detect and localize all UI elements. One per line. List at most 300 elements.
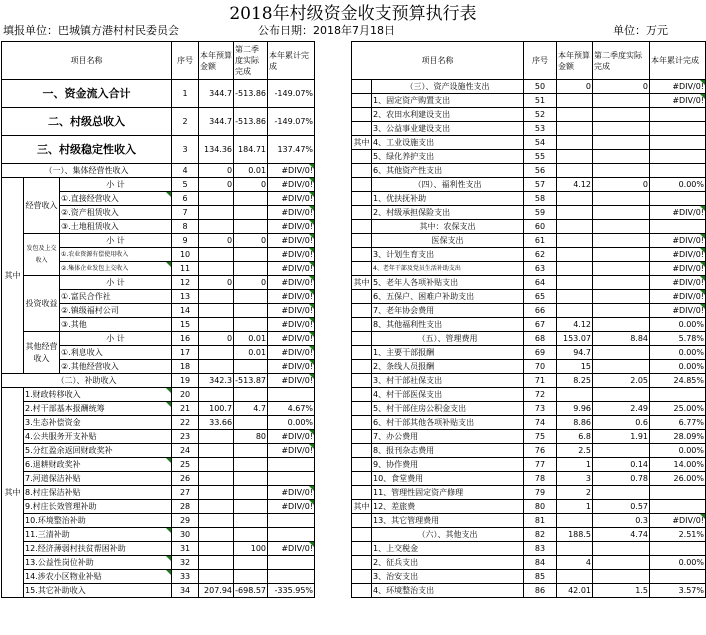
qi-label xyxy=(352,444,372,458)
row-seq: 62 xyxy=(524,248,557,262)
qi-label xyxy=(352,416,372,430)
table-row xyxy=(352,472,706,486)
row-q2 xyxy=(234,458,268,472)
qi-label xyxy=(352,388,372,402)
row-seq: 69 xyxy=(524,346,557,360)
row-seq: 73 xyxy=(524,402,557,416)
row-budget xyxy=(557,570,593,584)
row-q2: 2.49 xyxy=(593,402,650,416)
row-q2: 0.57 xyxy=(593,500,650,514)
row-seq: 75 xyxy=(524,430,557,444)
row-seq: 29 xyxy=(172,514,199,528)
row-budget xyxy=(199,500,234,514)
row-seq: 67 xyxy=(524,318,557,332)
row-name: 12.经济薄弱村扶贫帮困补助 xyxy=(24,542,172,556)
row-name: 其中：农保支出 xyxy=(372,220,524,234)
row-q2 xyxy=(593,486,650,500)
row-seq: 68 xyxy=(524,332,557,346)
row-name: （五）、管理费用 xyxy=(372,332,524,346)
row-name: 6、其他资产性支出 xyxy=(372,164,524,178)
row-q2: 184.71 xyxy=(234,136,268,164)
row-budget xyxy=(557,514,593,528)
row-q2 xyxy=(234,570,268,584)
row-q2: 2.05 xyxy=(593,374,650,388)
row-name: 3、公益事业建设支出 xyxy=(372,122,524,136)
row-name: （二）、补助收入 xyxy=(2,374,172,388)
row-name: ②.镇级福村公司 xyxy=(60,304,172,318)
row-name: 8.村庄保洁补贴 xyxy=(24,486,172,500)
row-budget xyxy=(557,136,593,150)
row-name: 6.退耕财政奖补 xyxy=(24,458,172,472)
row-cumulative xyxy=(268,528,315,542)
row-q2: 0 xyxy=(234,178,268,192)
row-cumulative: 0.00% xyxy=(650,318,706,332)
row-name: 8、报刊杂志费用 xyxy=(372,444,524,458)
row-seq: 33 xyxy=(172,570,199,584)
row-cumulative: 0.00% xyxy=(650,178,706,192)
row-name: （三）、资产设施性支出 xyxy=(372,80,524,94)
row-q2 xyxy=(234,206,268,220)
row-q2 xyxy=(593,290,650,304)
row-budget xyxy=(199,206,234,220)
table-row xyxy=(352,248,706,262)
table-row xyxy=(352,514,706,528)
table-row xyxy=(352,374,706,388)
row-name: 医保支出 xyxy=(372,234,524,248)
row-q2 xyxy=(593,164,650,178)
row-budget: 42.01 xyxy=(557,584,593,598)
row-seq: 34 xyxy=(172,584,199,598)
row-name: ②.集体企业发包上交收入 xyxy=(60,262,172,276)
header-budget: 本年预算金额 xyxy=(557,42,593,80)
table-row xyxy=(2,430,351,444)
row-q2: 8.84 xyxy=(593,332,650,346)
row-cumulative: #DIV/0! xyxy=(268,500,315,514)
row-seq: 59 xyxy=(524,206,557,220)
row-budget: 344.7 xyxy=(199,80,234,108)
table-row xyxy=(2,164,351,178)
row-budget: 9.96 xyxy=(557,402,593,416)
row-q2 xyxy=(234,514,268,528)
row-name: 3、治安支出 xyxy=(372,570,524,584)
row-budget: 342.3 xyxy=(199,374,234,388)
row-seq: 2 xyxy=(172,108,199,136)
row-seq: 22 xyxy=(172,416,199,430)
row-seq: 19 xyxy=(172,374,199,388)
row-seq: 24 xyxy=(172,444,199,458)
table-row xyxy=(352,500,706,514)
row-cumulative: #DIV/0! xyxy=(268,220,315,234)
row-cumulative xyxy=(650,486,706,500)
header-cumulative: 本年累计完成 xyxy=(268,42,315,80)
row-seq: 57 xyxy=(524,178,557,192)
row-seq: 3 xyxy=(172,136,199,164)
table-row xyxy=(2,444,351,458)
row-cumulative: #DIV/0! xyxy=(650,290,706,304)
row-name: ①.直接经营收入 xyxy=(60,192,172,206)
row-name: （六）、其他支出 xyxy=(372,528,524,542)
row-budget xyxy=(557,206,593,220)
row-budget xyxy=(557,262,593,276)
table-row xyxy=(352,136,706,150)
qi-label xyxy=(352,318,372,332)
row-name: 2.村干部基本报酬统筹 xyxy=(24,402,172,416)
row-name: 3、村干部社保支出 xyxy=(372,374,524,388)
table-row xyxy=(352,360,706,374)
row-q2: -513.86 xyxy=(234,80,268,108)
table-row xyxy=(352,234,706,248)
row-cumulative: #DIV/0! xyxy=(650,94,706,108)
row-cumulative xyxy=(650,122,706,136)
row-name: 4、老年干部及党员生活补助支出 xyxy=(372,262,524,276)
row-budget: 0 xyxy=(557,80,593,94)
table-row xyxy=(2,570,351,584)
row-budget: 0 xyxy=(199,164,234,178)
qi-label xyxy=(352,150,372,164)
row-q2: 0.01 xyxy=(234,332,268,346)
row-seq: 84 xyxy=(524,556,557,570)
qi-label xyxy=(352,360,372,374)
table-row xyxy=(352,346,706,360)
row-seq: 25 xyxy=(172,458,199,472)
row-seq: 76 xyxy=(524,444,557,458)
row-budget xyxy=(199,486,234,500)
row-seq: 5 xyxy=(172,178,199,192)
row-budget xyxy=(557,192,593,206)
table-row xyxy=(352,178,706,192)
row-cumulative: -149.07% xyxy=(268,80,315,108)
row-seq: 79 xyxy=(524,486,557,500)
table-row xyxy=(2,402,351,416)
row-cumulative xyxy=(650,570,706,584)
row-cumulative: #DIV/0! xyxy=(268,360,315,374)
row-budget xyxy=(557,122,593,136)
row-q2 xyxy=(593,206,650,220)
table-row xyxy=(2,108,351,136)
row-budget: 33.66 xyxy=(199,416,234,430)
row-q2 xyxy=(234,416,268,430)
table-row xyxy=(352,304,706,318)
row-q2: 4.74 xyxy=(593,528,650,542)
row-budget xyxy=(199,346,234,360)
right-budget-table xyxy=(351,41,706,598)
qi-label xyxy=(352,374,372,388)
row-name: 3.生态补偿资金 xyxy=(24,416,172,430)
table-row xyxy=(352,150,706,164)
qi-label xyxy=(352,304,372,318)
row-seq: 83 xyxy=(524,542,557,556)
row-seq: 55 xyxy=(524,150,557,164)
row-q2 xyxy=(593,346,650,360)
row-q2 xyxy=(234,528,268,542)
row-seq: 21 xyxy=(172,402,199,416)
row-q2 xyxy=(593,388,650,402)
row-q2: 100 xyxy=(234,542,268,556)
row-q2: 0.78 xyxy=(593,472,650,486)
row-cumulative: #DIV/0! xyxy=(268,164,315,178)
row-name: 小 计 xyxy=(60,234,172,248)
row-cumulative: #DIV/0! xyxy=(268,192,315,206)
header-q2: 第二季度实际完成 xyxy=(593,42,650,80)
group-label: 投资收益 xyxy=(24,276,60,332)
row-budget xyxy=(199,430,234,444)
row-seq: 77 xyxy=(524,458,557,472)
row-cumulative: #DIV/0! xyxy=(268,444,315,458)
row-name: 5、老年人各项补贴支出 xyxy=(372,276,524,290)
row-name: 1、上交税金 xyxy=(372,542,524,556)
table-row xyxy=(352,276,706,290)
row-q2 xyxy=(593,94,650,108)
row-q2 xyxy=(234,444,268,458)
row-cumulative: #DIV/0! xyxy=(268,290,315,304)
row-cumulative: 0.00% xyxy=(650,556,706,570)
row-q2: 0 xyxy=(234,276,268,290)
row-q2: 0 xyxy=(593,80,650,94)
header-q2: 第二季度实际完成 xyxy=(234,42,268,80)
row-q2: 0.01 xyxy=(234,346,268,360)
row-seq: 52 xyxy=(524,108,557,122)
qi-label xyxy=(352,332,372,346)
row-q2: 1.91 xyxy=(593,430,650,444)
group-label: 经营收入 xyxy=(24,178,60,234)
table-row xyxy=(2,374,351,388)
table-row xyxy=(352,402,706,416)
row-cumulative xyxy=(650,542,706,556)
row-seq: 31 xyxy=(172,542,199,556)
row-seq: 86 xyxy=(524,584,557,598)
row-seq: 65 xyxy=(524,290,557,304)
table-row xyxy=(352,108,706,122)
qi-label xyxy=(352,192,372,206)
row-name: 1、固定资产购置支出 xyxy=(372,94,524,108)
row-name: 三、村级稳定性收入 xyxy=(2,136,172,164)
row-name: ②.其他经营收入 xyxy=(60,360,172,374)
row-budget xyxy=(557,164,593,178)
report-title: 2018年村级资金收支预算执行表 xyxy=(229,4,477,24)
row-q2 xyxy=(234,472,268,486)
row-budget: 94.7 xyxy=(557,346,593,360)
qi-label xyxy=(352,570,372,584)
row-budget: 188.5 xyxy=(557,528,593,542)
row-seq: 27 xyxy=(172,486,199,500)
row-cumulative xyxy=(650,108,706,122)
row-budget xyxy=(557,234,593,248)
row-name: 3、计划生育支出 xyxy=(372,248,524,262)
table-row xyxy=(2,514,351,528)
table-row xyxy=(2,416,351,430)
row-budget: 15 xyxy=(557,360,593,374)
row-seq: 71 xyxy=(524,374,557,388)
qi-label xyxy=(352,402,372,416)
row-seq: 17 xyxy=(172,346,199,360)
row-q2 xyxy=(593,192,650,206)
row-budget: 4 xyxy=(557,556,593,570)
row-seq: 64 xyxy=(524,276,557,290)
row-budget xyxy=(557,276,593,290)
row-seq: 82 xyxy=(524,528,557,542)
row-q2 xyxy=(593,220,650,234)
row-budget xyxy=(199,318,234,332)
row-name: 4.公共服务开支补贴 xyxy=(24,430,172,444)
row-name: 15.其它补助收入 xyxy=(24,584,172,598)
qi-label xyxy=(352,220,372,234)
row-seq: 18 xyxy=(172,360,199,374)
row-budget xyxy=(557,542,593,556)
row-seq: 56 xyxy=(524,164,557,178)
qi-label xyxy=(352,262,372,276)
table-row xyxy=(352,94,706,108)
row-cumulative: 4.67% xyxy=(268,402,315,416)
row-name: 13.公益性岗位补助 xyxy=(24,556,172,570)
row-cumulative xyxy=(650,192,706,206)
table-row xyxy=(352,318,706,332)
table-row xyxy=(352,220,706,234)
qi-label xyxy=(352,206,372,220)
row-q2: 0.3 xyxy=(593,514,650,528)
qi-label xyxy=(352,346,372,360)
qi-label xyxy=(352,458,372,472)
row-q2 xyxy=(234,500,268,514)
row-cumulative: #DIV/0! xyxy=(268,332,315,346)
row-cumulative: -149.07% xyxy=(268,108,315,136)
row-cumulative: #DIV/0! xyxy=(650,276,706,290)
row-name: 7、老年协会费用 xyxy=(372,304,524,318)
row-name: 5、绿化养护支出 xyxy=(372,150,524,164)
row-name: ①.农业资源有偿使用收入 xyxy=(60,248,172,262)
row-name: 12、差旅费 xyxy=(372,500,524,514)
row-cumulative: #DIV/0! xyxy=(268,304,315,318)
row-budget xyxy=(199,542,234,556)
table-row xyxy=(352,332,706,346)
row-budget xyxy=(199,290,234,304)
row-cumulative: 0.00% xyxy=(268,416,315,430)
row-budget: 0 xyxy=(199,178,234,192)
row-name: 14.涉农小区物业补贴 xyxy=(24,570,172,584)
table-row xyxy=(352,206,706,220)
row-seq: 10 xyxy=(172,248,199,262)
row-cumulative: #DIV/0! xyxy=(650,234,706,248)
header-cumulative: 本年累计完成 xyxy=(650,42,706,80)
table-row xyxy=(352,388,706,402)
row-cumulative: 24.85% xyxy=(650,374,706,388)
row-seq: 4 xyxy=(172,164,199,178)
row-name: 二、村级总收入 xyxy=(2,108,172,136)
header-row xyxy=(2,42,351,80)
table-row xyxy=(2,388,351,402)
row-budget xyxy=(199,514,234,528)
row-q2: 0.01 xyxy=(234,164,268,178)
row-q2 xyxy=(593,444,650,458)
row-name: 1.财政转移收入 xyxy=(24,388,172,402)
row-name: 4、环境整治支出 xyxy=(372,584,524,598)
row-seq: 80 xyxy=(524,500,557,514)
row-seq: 63 xyxy=(524,262,557,276)
header-seq: 序号 xyxy=(524,42,557,80)
row-cumulative: 137.47% xyxy=(268,136,315,164)
row-name: 2、农田水利建设支出 xyxy=(372,108,524,122)
row-seq: 23 xyxy=(172,430,199,444)
row-name: 2、村级承担保险支出 xyxy=(372,206,524,220)
row-cumulative: #DIV/0! xyxy=(268,248,315,262)
row-name: （一）、集体经营性收入 xyxy=(2,164,172,178)
row-budget xyxy=(199,220,234,234)
row-seq: 60 xyxy=(524,220,557,234)
row-cumulative: #DIV/0! xyxy=(650,262,706,276)
row-seq: 14 xyxy=(172,304,199,318)
qi-label xyxy=(352,290,372,304)
row-cumulative: 26.00% xyxy=(650,472,706,486)
currency-unit: 单位：万元 xyxy=(613,24,668,37)
row-q2 xyxy=(593,304,650,318)
row-cumulative: 6.77% xyxy=(650,416,706,430)
row-q2 xyxy=(234,304,268,318)
row-cumulative: #DIV/0! xyxy=(268,430,315,444)
row-name: 1、优扶抚补助 xyxy=(372,192,524,206)
row-cumulative xyxy=(268,388,315,402)
row-budget xyxy=(199,192,234,206)
row-budget: 0 xyxy=(199,332,234,346)
row-q2 xyxy=(593,248,650,262)
table-row xyxy=(352,584,706,598)
table-row xyxy=(2,584,351,598)
row-q2 xyxy=(593,542,650,556)
row-budget xyxy=(199,304,234,318)
row-name: 5、村干部住房公积金支出 xyxy=(372,402,524,416)
header-row xyxy=(352,42,706,80)
qi-label xyxy=(352,122,372,136)
row-seq: 58 xyxy=(524,192,557,206)
qi-label xyxy=(352,80,372,94)
row-cumulative xyxy=(268,570,315,584)
row-seq: 74 xyxy=(524,416,557,430)
row-seq: 85 xyxy=(524,570,557,584)
table-row xyxy=(352,528,706,542)
row-budget xyxy=(199,444,234,458)
row-q2 xyxy=(593,318,650,332)
row-seq: 51 xyxy=(524,94,557,108)
reporting-unit: 填报单位：巴城镇方港村村民委员会 xyxy=(3,24,179,37)
row-cumulative: 0.00% xyxy=(650,360,706,374)
row-name: ①.利息收入 xyxy=(60,346,172,360)
group-label: 其他经营收入 xyxy=(24,332,60,374)
row-q2 xyxy=(593,360,650,374)
table-row xyxy=(2,556,351,570)
row-budget xyxy=(557,248,593,262)
row-name: 2、征兵支出 xyxy=(372,556,524,570)
row-cumulative: 0.00% xyxy=(650,346,706,360)
table-row xyxy=(2,472,351,486)
table-row xyxy=(352,570,706,584)
qi-label xyxy=(352,584,372,598)
row-seq: 54 xyxy=(524,136,557,150)
table-row xyxy=(2,136,351,164)
row-seq: 9 xyxy=(172,234,199,248)
row-cumulative: 0.00% xyxy=(650,444,706,458)
row-name: ③.其他 xyxy=(60,318,172,332)
qi-label xyxy=(352,108,372,122)
row-budget: 8.86 xyxy=(557,416,593,430)
qi-label: 其中 xyxy=(352,276,372,290)
row-cumulative: #DIV/0! xyxy=(268,234,315,248)
row-q2 xyxy=(234,248,268,262)
qi-label xyxy=(352,430,372,444)
row-budget xyxy=(199,360,234,374)
row-cumulative: #DIV/0! xyxy=(268,262,315,276)
row-name: 6、五保户、困难户补助支出 xyxy=(372,290,524,304)
table-row xyxy=(352,430,706,444)
row-name: 11、管理性固定资产修理 xyxy=(372,486,524,500)
header-budget: 本年预算金额 xyxy=(199,42,234,80)
